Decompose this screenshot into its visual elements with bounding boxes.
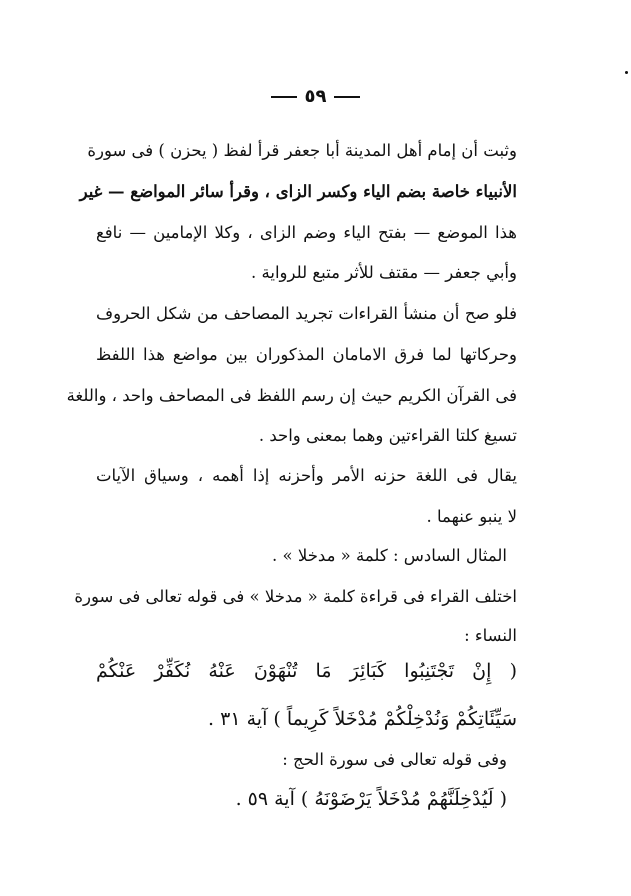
paragraph-1-line-2: الأنبياء خاصة بضم الياء وكسر الزاى ، وقرأ سائر المواضع — غير: [79, 182, 517, 201]
quran-verse-line-2: سَيِّئَاتِكُمْ وَنُدْخِلْكُمْ مُدْخَلاً كَرِيماً ) آية ٣١ .: [208, 708, 517, 730]
paragraph-2-line-2: وحركاتها لما فرق الامامان المذكوران بين مواضع هذا اللفظ: [96, 345, 517, 364]
paragraph-5-line-1: وفى قوله تعالى فى سورة الحج :: [282, 750, 507, 769]
paragraph-4-line-1: اختلف القراء فى قراءة كلمة « مدخلا » فى قوله تعالى فى سورة: [74, 587, 517, 606]
paragraph-2-line-1: فلو صح أن منشأ القراءات تجريد المصاحف من شكل الحروف: [96, 304, 517, 323]
margin-mark: [625, 71, 628, 74]
example-heading: المثال السادس : كلمة « مدخلا » .: [272, 546, 507, 565]
paragraph-1-line-4: وأبي جعفر — مقتف للأثر متبع للرواية .: [251, 263, 517, 282]
paragraph-2-line-3: فى القرآن الكريم حيث إن رسم اللفظ فى المصاحف واحد ، واللغة: [66, 386, 517, 405]
paragraph-1-line-3: هذا الموضع — بفتح الياء وضم الزاى ، وكلا الإمامين — نافع: [96, 223, 517, 242]
paragraph-4-line-2: النساء :: [464, 626, 517, 645]
paragraph-2-line-4: تسيغ كلتا القراءتين وهما بمعنى واحد .: [258, 426, 517, 445]
paragraph-3-line-1: يقال فى اللغة حزنه الأمر وأحزنه إذا أهمه ، وسياق الآيات: [96, 466, 517, 485]
page-number-header: [0, 86, 631, 107]
header-rule-right: [334, 96, 360, 98]
quran-verse-line-1: ( إِنْ تَجْتَنِبُوا كَبَائِرَ مَا تُنْهَوْنَ عَنْهُ نُكَفِّرْ عَنْكُمْ: [96, 660, 517, 682]
paragraph-1-line-1: وثبت أن إمام أهل المدينة أبا جعفر قرأ لفظ ( يحزن ) فى سورة: [87, 141, 517, 160]
header-rule-left: [271, 96, 297, 98]
page-number: ٥٩: [304, 86, 327, 107]
quran-verse-line-3: ( لَيُدْخِلَنَّهُمْ مُدْخَلاً يَرْضَوْنَهُ ) آية ٥٩ .: [235, 788, 507, 810]
paragraph-3-line-2: لا ينبو عنهما .: [426, 507, 517, 526]
